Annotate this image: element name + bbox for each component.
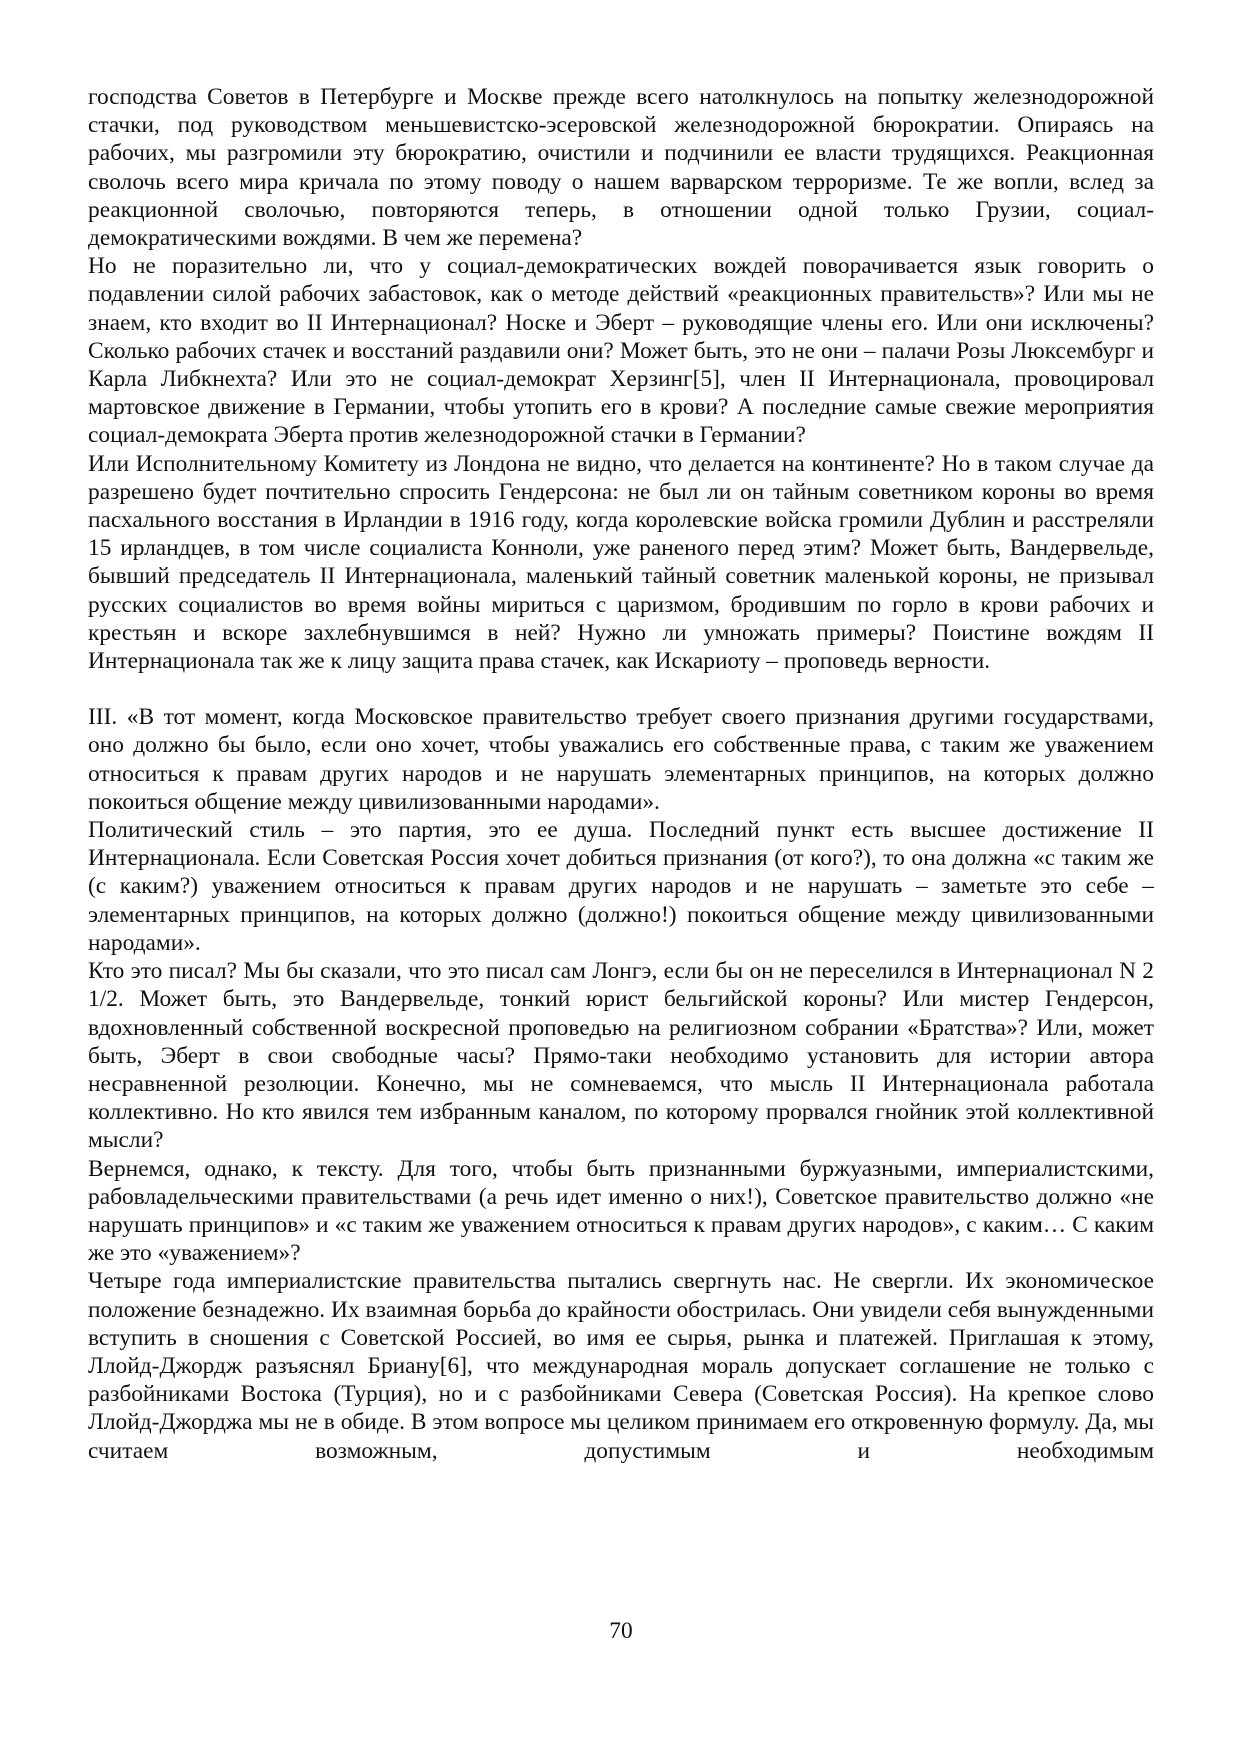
paragraph-1: господства Советов в Петербурге и Москве прежде всего натолкнулось на попытку железнодорожной стачки, под руководством меньшевистско-эсеровской железнодорожной бюрократии. Опираясь на рабочих, мы разгромили эту бюрократию, очистили и подчинили ее власти трудящихся. Реакционная сволочь всего мира кричала по этому поводу о нашем варварском терроризме. Те же вопли, вслед за реакционной сволочью, повторяются теперь, в отношении одной только Грузии, социал-демократическими вождями. В чем же перемена? [88,84,1154,252]
page-body [88,83,1154,1465]
section-gap [88,675,1154,703]
page-number: 70 [609,1618,633,1644]
paragraph-3: Или Исполнительному Комитету из Лондона не видно, что делается на континенте? Но в таком случае да разрешено будет почтительно спросить Гендерсона: не был ли он тайным советником короны во время пасхального восстания в Ирландии в 1916 году, когда королевские войска громили Дублин и расстреляли 15 ирландцев, в том числе социалиста Конноли, уже раненого перед этим? Может быть, Вандервельде, бывший председатель II Интернационала, маленький тайный советник маленькой короны, не призывал русских социалистов во время войны мириться с царизмом, бродившим по горло в крови рабочих и крестьян и вскоре захлебнувшимся в ней? Нужно ли умножать примеры? Поистине вождям II Интернационала так же к лицу защита права стачек, как Искариоту – проповедь верности. [88,450,1154,675]
paragraph-2: Но не поразительно ли, что у социал-демократических вождей поворачивается язык говорить о подавлении силой рабочих забастовок, как о методе действий «реакционных правительств»? Или мы не знаем, кто входит во II Интернационал? Носке и Эберт – руководящие члены его. Или они исключены? Сколько рабочих стачек и восстаний раздавили они? Может быть, это не они – палачи Розы Люксембург и Карла Либкнехта? Или это не социал-демократ Херзинг[5], член II Интернационала, провоцировал мартовское движение в Германии, чтобы утопить его в крови? А последние самые свежие мероприятия социал-демократа Эберта против железнодорожной стачки в Германии? [88,253,1154,449]
paragraph-5: Политический стиль – это партия, это ее душа. Последний пункт есть высшее достижение II Интернационала. Если Советская Россия хочет добиться признания (от кого?), то она должна «с таким же (с каким?) уважением относиться к правам других народов и не нарушать – заметьте это себе – элементарных принципов, на которых должно (должно!) покоиться общение между цивилизованными народами». [88,817,1154,956]
paragraph-6: Кто это писал? Мы бы сказали, что это писал сам Лонгэ, если бы он не переселился в Интернационал N 2 1/2. Может быть, это Вандервельде, тонкий юрист бельгийской короны? Или мистер Гендерсон, вдохновленный собственной воскресной проповедью на религиозном собрании «Братства»? Или, может быть, Эберт в свои свободные часы? Прямо-таки необходимо установить для истории автора несравненной резолюции. Конечно, мы не сомневаемся, что мысль II Интернационала работала коллективно. Но кто явился тем избранным каналом, по которому прорвался гнойник этой коллективной мысли? [88,958,1154,1154]
paragraph-8: Четыре года империалистские правительства пытались свергнуть нас. Не свергли. Их экономическое положение безнадежно. Их взаимная борьба до крайности обострилась. Они увидели себя вынужденными вступить в сношения с Советской Россией, во имя ее сырья, рынка и платежей. Приглашая к этому, Ллойд-Джордж разъяснял Бриану[6], что международная мораль допускает соглашение не только с разбойниками Востока (Турция), но и с разбойниками Севера (Советская Россия). На крепкое слово Ллойд-Джорджа мы не в обиде. В этом вопросе мы целиком принимаем его откровенную формулу. Да, мы считаем возможным, допустимым и необходимым [88,1268,1154,1464]
paragraph-4: III. «В тот момент, когда Московское правительство требует своего признания другими государствами, оно должно бы было, если оно хочет, чтобы уважались его собственные права, с таким же уважением относиться к правам других народов и не нарушать элементарных принципов, на которых должно покоиться общение между цивилизованными народами». [88,704,1154,815]
paragraph-7: Вернемся, однако, к тексту. Для того, чтобы быть признанными буржуазными, империалистскими, рабовладельческими правительствами (а речь идет именно о них!), Советское правительство должно «не нарушать принципов» и «с таким же уважением относиться к правам других народов», с каким… С каким же это «уважением»? [88,1155,1154,1267]
